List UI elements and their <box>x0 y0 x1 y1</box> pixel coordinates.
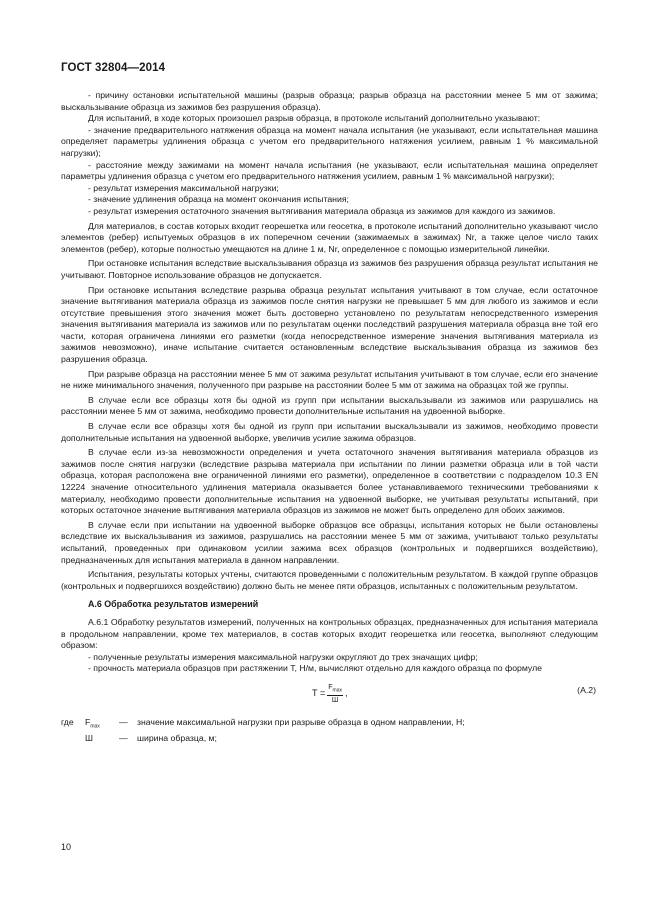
where-block <box>61 717 598 745</box>
paragraph: - причину остановки испытательной машины (разрыв образца; разрыв образца на расстоянии менее 5 мм от зажима; выскальзывание образца из зажимов без разрушения образца). <box>61 90 598 112</box>
document-body <box>61 90 598 745</box>
paragraph: - прочность материала образцов при растяжении Т, Н/м, вычисляют отдельно для каждого образца по формуле <box>88 663 542 674</box>
numerator-subscript: max <box>332 687 342 694</box>
paragraph: В случае если все образцы хотя бы одной из групп при испытании выскальзывали из зажимов или разрушались на расстоянии менее 5 мм от зажима, необходимо провести дополнительные испытания на удвоенной выборке. <box>61 394 598 417</box>
section-heading: А.6 Обработка результатов измерений <box>88 599 259 610</box>
formula-denominator: Ш <box>331 697 339 705</box>
paragraph: В случае если все образцы хотя бы одной из групп при испытании выскальзывали из зажимов, необходимо провести дополнительные испытания на удвоенной выборке, увеличив усилие зажима образцов. <box>61 421 598 443</box>
document-code-header: ГОСТ 32804—2014 <box>61 62 166 74</box>
where-dash: — <box>119 733 128 744</box>
paragraph: - значение удлинения образца на момент окончания испытания; <box>88 194 349 205</box>
paragraph: - полученные результаты измерения максимальной нагрузки округляют до трех значащих цифр; <box>88 651 478 662</box>
paragraph: - результат измерения максимальной нагрузки; <box>88 182 279 193</box>
symbol-subscript: max <box>90 723 100 730</box>
numerator-symbol: F <box>328 683 333 691</box>
where-symbol <box>85 733 119 745</box>
where-definition: значение максимальной нагрузки при разрыве образца в одном направлении, Н; <box>137 716 465 727</box>
formula-a2 <box>61 681 598 715</box>
paragraph: - расстояние между зажимами на момент начала испытания (не указывают, если испытательная машина определяет параметры удлинения образца с учетом его предварительного натяжения усилием, равным 1 % максимальной нагрузки); <box>61 159 598 182</box>
symbol-main: F <box>85 716 91 727</box>
where-row <box>61 733 598 745</box>
paragraph: При остановке испытания вследствие выскальзывания образца из зажимов без разрушения образца результат испытания не учитывают. Повторное использование образцов не допускается. <box>61 258 598 280</box>
paragraph: - значение предварительного натяжения образца на момент начала испытания (не указывают, если испытательная машина определяет параметры удлинения образца с учетом его предварительного натяжения усилием, равным 1 % максимальной нагрузки); <box>61 124 598 158</box>
page-number: 10 <box>61 842 72 852</box>
where-label: где <box>61 716 74 727</box>
paragraph: При остановке испытания вследствие разрыва образца результат испытания учитывают в том случае, если остаточное значение вытягивания материала образца из зажимов после снятия нагрузки не превышает 5 мм для любого из зажимов и если отсутствие превышения этого значения может быть достоверно установлено по результатам непосредственного измерения значения вытягивания материала из зажимов или по результатам оценки последствий разрушения материала образца вне той его части, которая ограничена линиями его разметки (когда непосредственное измерение значения вытягивания материала из зажимов невозможно), иначе испытание считается остановленным вследствие выскальзывания образца из зажимов без разрушения образца. <box>61 284 598 365</box>
where-row <box>61 717 598 733</box>
formula-number: (А.2) <box>577 684 596 695</box>
paragraph: В случае если при испытании на удвоенной выборке образцов все образцы, испытания которых не были остановлены вследствие их выскальзывания из зажимов, разрушались на расстоянии менее 5 мм от зажима, учитывают только результаты испытаний, проведенных при одинаковом усилии зажима всех образцов (контрольных и подвергшихся воздействию), предназначенных для испытания материала в данном направлении. <box>61 519 598 565</box>
formula-fraction <box>327 683 343 705</box>
paragraph: При разрыве образца на расстоянии менее 5 мм от зажима результат испытания учитывают в том случае, если его значение не ниже минимального значения, полученного при разрыве на расстоянии более 5 мм от зажима на образцах той же группы. <box>61 368 598 391</box>
paragraph: Для материалов, в состав которых входит георешетка или геосетка, в протоколе испытаний дополнительно указывают число элементов (ребер) испытуемых образцов в их поперечном сечении (зажимаемых в зажимах) Nr, а также целое число таких элементов (ребер), которые полностью умещаются на длине 1 м, Nr, определенное с помощью измерительной линейки. <box>61 220 598 254</box>
paragraph: - результат измерения остаточного значения вытягивания материала образца из зажимов для каждого из зажимов. <box>88 205 556 216</box>
paragraph: Испытания, результаты которых учтены, считаются проведенными с положительным результатом. В каждой группе образцов (контрольных и подвергшихся воздействию) должно быть не менее пяти образцов, испытанных с положительным результатом. <box>61 569 598 591</box>
where-label-spacer <box>61 733 85 745</box>
paragraph: А.6.1 Обработку результатов измерений, полученных на контрольных образцах, предназначенных для испытания материала в продольном направлении, кроме тех материалов, в состав которых входит георешетка или геосетка, выполняют следующим образом: <box>61 616 598 651</box>
formula-lhs: Т = <box>312 688 326 699</box>
paragraph: В случае если из-за невозможности определения и учета остаточного значения вытягивания материала образцов из зажимов после снятия нагрузки (вследствие разрыва материала при испытании по линии разметки образца или в той части образца, которая расположена вне ограниченной линиями его разметки), определенное в соответствии с подразделом 10.3 EN 12224 значение относительного удлинения материала оказывается более устанавливаемого техническими требованиями к материалу, необходимо провести дополнительные испытания на удвоенной выборке, не учитывая результаты испытаний, при которых остаточное значение вытягивания материала образцов из зажимов не может быть определено для обоих зажимов. <box>61 447 598 516</box>
where-definition: ширина образца, м; <box>137 733 217 744</box>
where-dash: — <box>119 716 128 727</box>
formula-trail: , <box>345 688 348 699</box>
formula-numerator <box>327 683 343 696</box>
paragraph: Для испытаний, в ходе которых произошел разрыв образца, в протоколе испытаний дополнительно указывают: <box>88 113 541 124</box>
symbol-main: Ш <box>85 733 93 744</box>
where-symbol <box>85 717 119 733</box>
formula-expression <box>312 683 348 705</box>
